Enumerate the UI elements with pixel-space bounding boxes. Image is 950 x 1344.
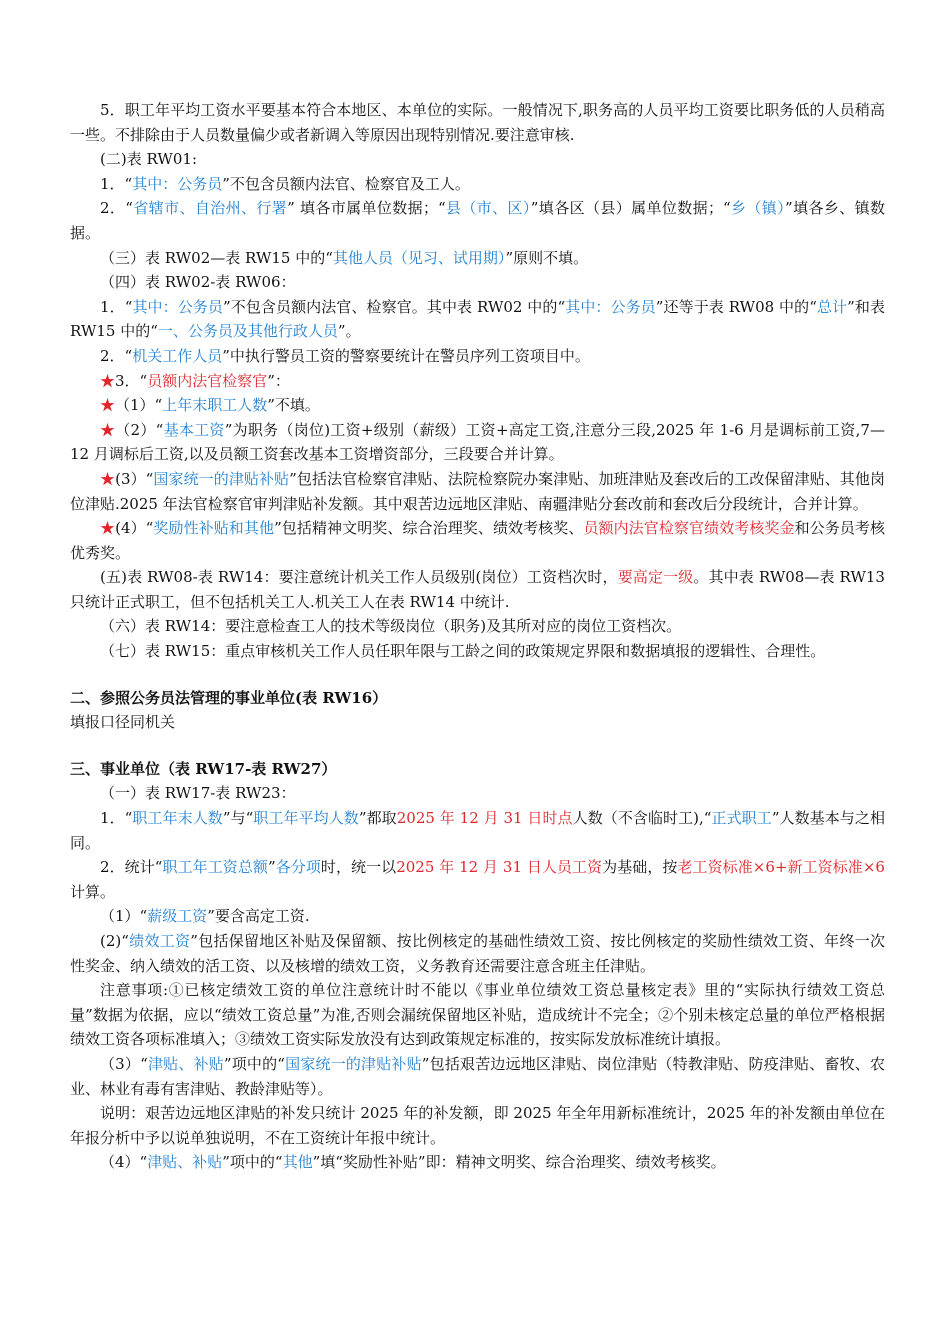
highlighted-text: 老工资标准×6+新工资标准×6 (677, 858, 885, 877)
text-run: ”包括艰苦边远地区津贴、岗位津贴（特教津贴、防疫津贴、畜牧、农业、林业有毒有害津贴、教龄津贴等）。 (70, 1054, 885, 1098)
text-run: 1．“ (100, 809, 133, 828)
highlighted-text: 薪级工资 (147, 907, 208, 926)
paragraph (70, 565, 885, 614)
paragraph (70, 147, 885, 172)
text-run: (2)“ (100, 932, 129, 950)
paragraph (70, 1101, 885, 1150)
text-run: 2．“ (100, 199, 133, 218)
paragraph (70, 710, 885, 735)
text-run: （七）表 RW15：重点审核机关工作人员任职年限与工龄之间的政策规定界限和数据填报的逻辑性、合理性。 (100, 642, 826, 661)
text-run: （3）“ (100, 1054, 148, 1073)
text-run: 说明：艰苦边远地区津贴的补发只统计 2025 年的补发额，即 2025 年全年用新标准统计，2025 年的补发额由单位在年报分析中予以说单独说明，不在工资统计年报中统计。 (70, 1104, 885, 1147)
paragraph (70, 1052, 885, 1101)
highlighted-text: 绩效工资 (128, 932, 191, 950)
text-run: 3．“ (115, 371, 148, 390)
highlighted-text: 总计 (816, 297, 848, 316)
text-run: 。其中表 RW08—表 RW13 只统计正式职工，但不包括机关工人.机关工人在表 RW14 中统计. (70, 568, 885, 611)
highlighted-text: 职工年平均人数 (253, 809, 359, 828)
text-run: ”填各区（县）属单位数据；“ (530, 199, 731, 218)
paragraph (70, 172, 885, 197)
text-run: ”人数基本与之相同。 (70, 809, 885, 852)
paragraph (70, 855, 885, 904)
highlighted-text: 职工年末人数 (132, 809, 223, 828)
highlighted-text: 其中：公务员 (132, 297, 223, 316)
text-run: ”包括法官检察官津贴、法院检察院办案津贴、加班津贴及套改后的工改保留津贴、其他岗位津贴.2025 年法官检察官审判津贴补发额。其中艰苦边远地区津贴、南疆津贴分套改前和套改后分段统计，合并计算。 (70, 469, 885, 513)
text-run: 1．“ (100, 297, 133, 316)
highlighted-text: 机关工作人员 (132, 346, 223, 365)
text-run: ”项中的“ (222, 1153, 283, 1172)
text-run: ”不包含员额内法官、检察官及工人。 (222, 174, 470, 193)
text-run: ”： (267, 371, 290, 390)
text-run: (五)表 RW08-表 RW14：要注意统计机关工作人员级别(岗位）工资档次时， (100, 568, 618, 587)
text-run: ”和表 RW15 中的“ (70, 297, 885, 341)
text-run: (4）“ (115, 519, 154, 538)
highlighted-text: 国家统一的津贴补贴 (153, 469, 290, 488)
highlighted-text: 正式职工 (711, 809, 772, 828)
section-heading (70, 757, 885, 782)
paragraph (70, 270, 885, 295)
text-run: 计算。 (70, 882, 116, 901)
highlighted-text: 职工年工资总额 (162, 858, 268, 877)
paragraph (70, 806, 885, 855)
highlighted-text: 乡（镇） (730, 199, 786, 218)
text-run: 2．统计“ (100, 858, 163, 877)
paragraph (70, 639, 885, 664)
text-run: 为基础，按 (602, 858, 678, 877)
text-run: 1．“ (100, 174, 133, 193)
text-run: ”包括精神文明奖、综合治理奖、绩效考核奖、 (274, 519, 584, 538)
paragraph (70, 393, 885, 418)
text-run: 5．职工年平均工资水平要基本符合本地区、本单位的实际。一般情况下,职务高的人员平均工资要比职务低的人员稍高一些。不排除由于人员数量偏少或者新调入等原因出现特别情况.要注意审核. (70, 101, 885, 144)
highlighted-text: 2025 年 12 月 31 日时点 (396, 809, 573, 828)
highlighted-text: 奖励性补贴和其他 (153, 519, 275, 538)
text-run: （2）“ (115, 420, 164, 439)
paragraph (70, 344, 885, 369)
text-run: ”都取 (358, 809, 397, 828)
document-page (70, 98, 885, 1175)
text-run: ”项中的“ (223, 1054, 285, 1073)
text-run: （一）表 RW17-表 RW23： (100, 784, 296, 803)
highlighted-text: 要高定一级 (617, 568, 694, 587)
highlighted-text: 其他 (282, 1153, 313, 1172)
paragraph (70, 295, 885, 344)
paragraph (70, 614, 885, 639)
text-run: ”不包含员额内法官、检察官。其中表 RW02 中的“ (223, 297, 566, 316)
text-run: ”与“ (222, 809, 254, 828)
highlighted-text: 国家统一的津贴补贴 (284, 1054, 422, 1073)
paragraph (70, 516, 885, 565)
text-run: （三）表 RW02—表 RW15 中的“ (100, 248, 333, 267)
highlighted-text: 上年末职工人数 (162, 396, 268, 415)
paragraph (70, 929, 885, 978)
text-run: 人数（不含临时工),“ (572, 809, 712, 828)
text-run: 填报口径同机关 (70, 713, 176, 732)
text-run: （1）“ (100, 907, 148, 926)
text-run: ”为职务（岗位)工资+级别（薪级）工资+高定工资,注意分三段,2025 年 1-6 月是调标前工资,7—12 月调标后工资,以及员额工资套改基本工资增资部分，三段要合并计算。 (70, 420, 885, 464)
highlighted-text: 其中：公务员 (565, 297, 656, 316)
text-run: 2．“ (100, 346, 133, 365)
text-run: ”不填。 (267, 396, 320, 415)
star-icon: ★ (100, 420, 116, 439)
highlighted-text: 各分项 (275, 858, 321, 877)
highlighted-text: 津贴、补贴 (147, 1054, 224, 1073)
text-run: 二、参照公务员法管理的事业单位(表 RW16） (70, 688, 388, 707)
highlighted-text: 一、公务员及其他行政人员 (157, 322, 338, 341)
text-run: ” 填各市属单位数据；“ (287, 199, 446, 218)
paragraph (70, 1150, 885, 1175)
text-run: ”原则不填。 (505, 248, 589, 267)
star-icon: ★ (100, 396, 116, 415)
text-run: ”要含高定工资. (207, 907, 310, 926)
text-run: (二)表 RW01: (100, 150, 197, 169)
highlighted-text: 其中：公务员 (132, 174, 223, 193)
highlighted-text: 津贴、补贴 (147, 1153, 223, 1172)
star-icon: ★ (100, 469, 116, 488)
text-run: （四）表 RW02-表 RW06： (100, 273, 296, 292)
text-run: ” (267, 858, 276, 877)
section-heading (70, 686, 885, 711)
text-run: ”。 (337, 322, 361, 341)
text-run: 和公务员考核优秀奖。 (70, 519, 885, 562)
text-run: 注意事项:①已核定绩效工资的单位注意统计时不能以《事业单位绩效工资总量核定表》里的“实际执行绩效工资总量”数据为依据，应以“绩效工资总量”为准,否则会漏统保留地区补贴，造成统计不完全；②个别未核定总量的单位严格根据绩效工资各项标准填入；③绩效工资实际发放没有达到政策规定标准的，按实际发放标准统计填报。 (70, 981, 885, 1049)
paragraph (70, 904, 885, 929)
highlighted-text: 员额内法官检察官绩效考核奖金 (583, 519, 795, 538)
paragraph (70, 978, 885, 1052)
paragraph (70, 418, 885, 467)
text-run: 三、事业单位（表 RW17-表 RW27） (70, 759, 337, 778)
highlighted-text: 省辖市、自治州、行署 (132, 199, 288, 218)
text-run: ”中执行警员工资的警察要统计在警员序列工资项目中。 (222, 346, 590, 365)
paragraph (70, 369, 885, 394)
highlighted-text: 2025 年 12 月 31 日人员工资 (396, 858, 603, 877)
text-run: 时，统一以 (320, 858, 397, 877)
text-run: (3）“ (115, 469, 154, 488)
paragraph (70, 467, 885, 516)
text-run: ”包括保留地区补贴及保留额、按比例核定的基础性绩效工资、按比例核定的奖励性绩效工资、年终一次性奖金、纳入绩效的活工资、以及核增的绩效工资，义务教育还需要注意含班主任津贴。 (70, 932, 885, 975)
text-run: （4）“ (100, 1153, 148, 1172)
highlighted-text: 县（市、区） (445, 199, 531, 218)
star-icon: ★ (100, 519, 116, 538)
text-run: ”还等于表 RW08 中的“ (655, 297, 817, 316)
paragraph (70, 781, 885, 806)
paragraph (70, 246, 885, 271)
highlighted-text: 员额内法官检察官 (147, 371, 268, 390)
highlighted-text: 其他人员（见习、试用期） (332, 248, 506, 267)
star-icon: ★ (100, 371, 116, 390)
text-run: ”填各乡、镇数据。 (70, 199, 885, 242)
text-run: （六）表 RW14：要注意检查工人的技术等级岗位（职务)及其所对应的岗位工资档次。 (100, 617, 682, 636)
text-run: （1）“ (115, 396, 163, 415)
highlighted-text: 基本工资 (163, 420, 225, 439)
paragraph (70, 196, 885, 245)
text-run: ”填“奖励性补贴”即：精神文明奖、综合治理奖、绩效考核奖。 (312, 1153, 726, 1172)
paragraph (70, 98, 885, 147)
